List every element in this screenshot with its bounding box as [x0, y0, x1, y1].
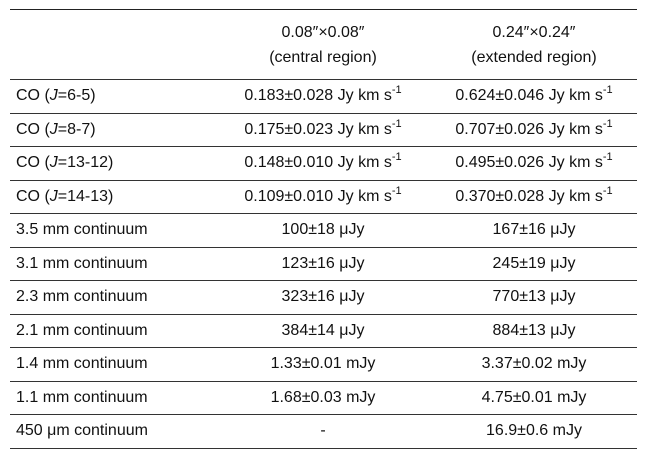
extended-flux: 3.37±0.02 mJy: [431, 348, 637, 382]
table-row: [10, 147, 637, 181]
central-flux: 0.175±0.023 Jy km $s^{-1}$: [215, 113, 431, 147]
header-extended-aperture: 0.24″×0.24″: [492, 23, 576, 41]
table-row: [10, 214, 637, 248]
row-label: CO (J=13-12): [10, 147, 215, 181]
row-label: 2.1 mm continuum: [10, 314, 215, 348]
row-label: CO (J=8-7): [10, 113, 215, 147]
row-label: 3.5 mm continuum: [10, 214, 215, 248]
central-flux: 100±18 μJy: [215, 214, 431, 248]
table-row: [10, 180, 637, 214]
row-label: CO (J=14-13): [10, 180, 215, 214]
extended-flux: 0.624±0.046 Jy km $s^{-1}$: [431, 80, 637, 114]
table-header: [10, 10, 637, 80]
row-label: 2.3 mm continuum: [10, 281, 215, 315]
table-row: [10, 415, 637, 449]
extended-flux: 0.370±0.028 Jy km $s^{-1}$: [431, 180, 637, 214]
header-row: [10, 10, 637, 80]
central-flux: 123±16 μJy: [215, 247, 431, 281]
header-central-region: [215, 10, 431, 80]
extended-flux: 167±16 μJy: [431, 214, 637, 248]
central-flux: 323±16 μJy: [215, 281, 431, 315]
header-central-label: (central region): [269, 48, 377, 66]
table-row: [10, 348, 637, 382]
flux-table: [10, 9, 637, 449]
row-label: 450 μm continuum: [10, 415, 215, 449]
extended-flux: 0.495±0.026 Jy km $s^{-1}$: [431, 147, 637, 181]
row-label: 1.4 mm continuum: [10, 348, 215, 382]
table-row: [10, 281, 637, 315]
central-flux: -: [215, 415, 431, 449]
central-flux: 0.148±0.010 Jy km $s^{-1}$: [215, 147, 431, 181]
table-body: [10, 80, 637, 449]
table-row: [10, 247, 637, 281]
header-extended-region: [431, 10, 637, 80]
row-label: 3.1 mm continuum: [10, 247, 215, 281]
extended-flux: 245±19 μJy: [431, 247, 637, 281]
header-empty-cell: [10, 10, 215, 80]
extended-flux: 0.707±0.026 Jy km $s^{-1}$: [431, 113, 637, 147]
extended-flux: 884±13 μJy: [431, 314, 637, 348]
extended-flux: 4.75±0.01 mJy: [431, 381, 637, 415]
central-flux: 1.68±0.03 mJy: [215, 381, 431, 415]
central-flux: 0.109±0.010 Jy km $s^{-1}$: [215, 180, 431, 214]
header-central-aperture: 0.08″×0.08″: [281, 23, 365, 41]
row-label: 1.1 mm continuum: [10, 381, 215, 415]
row-label: CO (J=6-5): [10, 80, 215, 114]
central-flux: 1.33±0.01 mJy: [215, 348, 431, 382]
extended-flux: 770±13 μJy: [431, 281, 637, 315]
flux-table-container: [10, 9, 637, 449]
central-flux: 0.183±0.028 Jy km $s^{-1}$: [215, 80, 431, 114]
table-row: [10, 113, 637, 147]
central-flux: 384±14 μJy: [215, 314, 431, 348]
table-row: [10, 381, 637, 415]
extended-flux: 16.9±0.6 mJy: [431, 415, 637, 449]
table-row: [10, 314, 637, 348]
table-row: [10, 80, 637, 114]
header-extended-label: (extended region): [471, 48, 597, 66]
